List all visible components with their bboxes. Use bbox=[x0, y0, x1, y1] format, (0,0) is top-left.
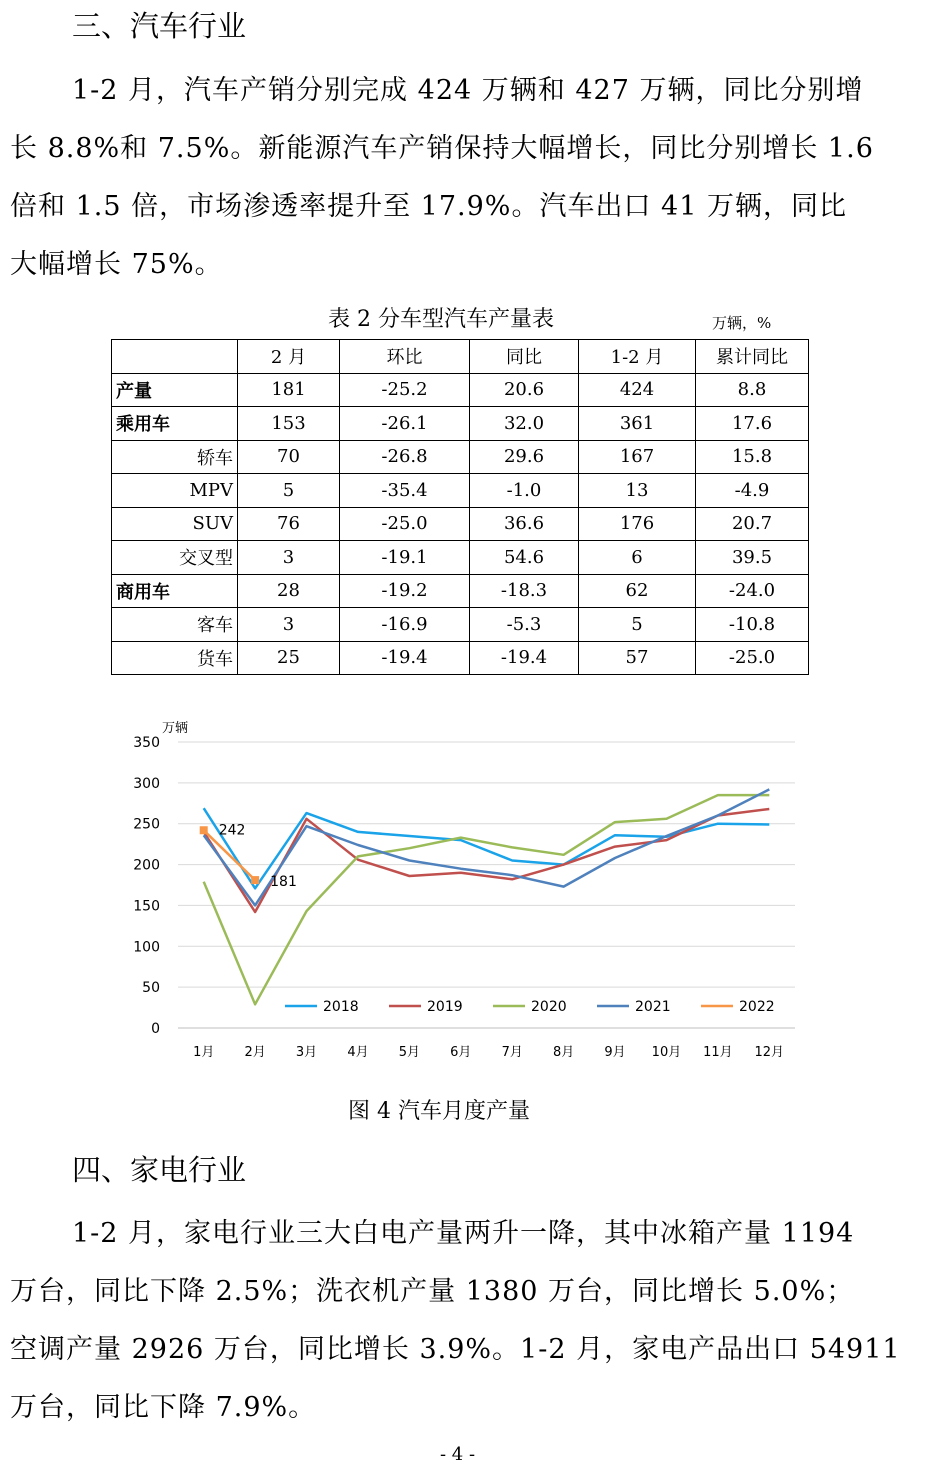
paragraph-line: 万台，同比下降 2.5%；洗衣机产量 1380 万台，同比增长 5.0%； bbox=[10, 1276, 855, 1307]
table-cell: -19.2 bbox=[340, 574, 470, 608]
section-heading-appliance: 四、家电行业 bbox=[72, 1153, 247, 1187]
table-cell: -10.8 bbox=[696, 608, 809, 642]
table-cell: 70 bbox=[238, 440, 340, 474]
x-tick-label: 2月 bbox=[244, 1045, 266, 1060]
table-row bbox=[112, 507, 809, 541]
row-label: 货车 bbox=[112, 641, 238, 675]
table-row bbox=[112, 407, 809, 441]
table-title: 表 2 分车型汽车产量表 bbox=[328, 307, 554, 332]
figure-caption: 图 4 汽车月度产量 bbox=[348, 1099, 530, 1124]
header-cell: 环比 bbox=[340, 340, 470, 374]
table-cell: -19.1 bbox=[340, 541, 470, 575]
x-tick-label: 8月 bbox=[552, 1045, 575, 1060]
x-tick-label: 10月 bbox=[651, 1045, 682, 1060]
x-tick-label: 5月 bbox=[398, 1045, 421, 1060]
production-table bbox=[111, 339, 809, 675]
legend-label-2018: 2018 bbox=[323, 999, 359, 1015]
data-label: 242 bbox=[218, 822, 246, 839]
table-cell: 13 bbox=[579, 474, 696, 508]
x-tick-label: 4月 bbox=[347, 1045, 369, 1060]
table-cell: -16.9 bbox=[340, 608, 470, 642]
table-row bbox=[112, 373, 809, 407]
y-tick-label: 50 bbox=[142, 980, 160, 997]
table-cell: 29.6 bbox=[470, 440, 579, 474]
table-unit: 万辆，% bbox=[712, 314, 772, 332]
page-number: - 4 - bbox=[440, 1444, 476, 1465]
paragraph-line: 万台，同比下降 7.9%。 bbox=[10, 1392, 317, 1423]
table-cell: 32.0 bbox=[470, 407, 579, 441]
table-cell: 5 bbox=[579, 608, 696, 642]
row-label: SUV bbox=[112, 507, 238, 541]
row-label: 商用车 bbox=[112, 574, 238, 608]
table-cell: -25.2 bbox=[340, 373, 470, 407]
series-point-2022 bbox=[200, 826, 208, 834]
table-row bbox=[112, 608, 809, 642]
table-cell: 181 bbox=[238, 373, 340, 407]
table-cell: -25.0 bbox=[696, 641, 809, 675]
x-tick-label: 1月 bbox=[193, 1045, 215, 1060]
x-tick-label: 11月 bbox=[703, 1045, 733, 1060]
table-cell: -1.0 bbox=[470, 474, 579, 508]
row-label: 乘用车 bbox=[112, 407, 238, 441]
table-cell: -19.4 bbox=[470, 641, 579, 675]
table-cell: 28 bbox=[238, 574, 340, 608]
table-row bbox=[112, 474, 809, 508]
table-header-row bbox=[112, 340, 809, 374]
table-cell: 54.6 bbox=[470, 541, 579, 575]
table-cell: 176 bbox=[579, 507, 696, 541]
table-cell: 20.7 bbox=[696, 507, 809, 541]
x-tick-label: 9月 bbox=[604, 1045, 626, 1060]
table-cell: 20.6 bbox=[470, 373, 579, 407]
y-tick-label: 350 bbox=[133, 735, 160, 751]
table-cell: -19.4 bbox=[340, 641, 470, 675]
x-tick-label: 6月 bbox=[450, 1045, 472, 1060]
paragraph-line: 大幅增长 75%。 bbox=[10, 249, 223, 280]
x-tick-label: 3月 bbox=[295, 1045, 318, 1060]
paragraph-line: 1-2 月，家电行业三大白电产量两升一降，其中冰箱产量 1194 bbox=[72, 1218, 855, 1249]
row-label: 客车 bbox=[112, 608, 238, 642]
series-line-2019 bbox=[204, 809, 770, 912]
legend-label-2022: 2022 bbox=[739, 999, 775, 1015]
row-label: 轿车 bbox=[112, 440, 238, 474]
data-label: 181 bbox=[270, 874, 297, 891]
table-cell: 3 bbox=[238, 541, 340, 575]
row-label: 产量 bbox=[112, 373, 238, 407]
table-cell: 39.5 bbox=[696, 541, 809, 575]
table-cell: 76 bbox=[238, 507, 340, 541]
y-axis-ticks bbox=[133, 735, 160, 1037]
header-cell: 累计同比 bbox=[696, 340, 809, 374]
table-cell: -25.0 bbox=[340, 507, 470, 541]
header-cell bbox=[112, 340, 238, 374]
table-cell: 3 bbox=[238, 608, 340, 642]
y-tick-label: 300 bbox=[133, 775, 160, 792]
table-cell: -24.0 bbox=[696, 574, 809, 608]
y-tick-label: 0 bbox=[151, 1021, 160, 1037]
paragraph-line: 1-2 月，汽车产销分别完成 424 万辆和 427 万辆，同比分别增 bbox=[72, 75, 864, 106]
chart-legend bbox=[285, 999, 775, 1015]
chart-series bbox=[200, 789, 770, 1004]
y-axis-label: 万辆 bbox=[162, 721, 189, 736]
table-row bbox=[112, 574, 809, 608]
table-row bbox=[112, 440, 809, 474]
table-cell: 167 bbox=[579, 440, 696, 474]
header-cell: 1-2 月 bbox=[579, 340, 696, 374]
monthly-production-chart bbox=[120, 712, 820, 1067]
table-cell: -4.9 bbox=[696, 474, 809, 508]
row-label: 交叉型 bbox=[112, 541, 238, 575]
table-cell: -35.4 bbox=[340, 474, 470, 508]
y-tick-label: 100 bbox=[133, 939, 160, 956]
legend-label-2019: 2019 bbox=[427, 999, 463, 1015]
y-tick-label: 250 bbox=[133, 816, 160, 833]
table-cell: 424 bbox=[579, 373, 696, 407]
paragraph-line: 长 8.8%和 7.5%。新能源汽车产销保持大幅增长，同比分别增长 1.6 bbox=[10, 133, 874, 164]
header-cell: 同比 bbox=[470, 340, 579, 374]
table-cell: 361 bbox=[579, 407, 696, 441]
table-cell: -18.3 bbox=[470, 574, 579, 608]
x-axis-ticks bbox=[193, 1045, 784, 1060]
header-cell: 2 月 bbox=[238, 340, 340, 374]
legend-label-2020: 2020 bbox=[531, 999, 567, 1015]
table-cell: 15.8 bbox=[696, 440, 809, 474]
table-cell: -5.3 bbox=[470, 608, 579, 642]
table-cell: 17.6 bbox=[696, 407, 809, 441]
table-cell: 57 bbox=[579, 641, 696, 675]
table-cell: -26.1 bbox=[340, 407, 470, 441]
paragraph-line: 空调产量 2926 万台，同比增长 3.9%。1-2 月，家电产品出口 54911 bbox=[10, 1334, 901, 1365]
section-heading-auto: 三、汽车行业 bbox=[72, 9, 247, 43]
table-cell: 6 bbox=[579, 541, 696, 575]
y-tick-label: 200 bbox=[133, 857, 160, 874]
table-cell: 8.8 bbox=[696, 373, 809, 407]
series-line-2020 bbox=[204, 795, 770, 1004]
table-cell: 153 bbox=[238, 407, 340, 441]
table-cell: 36.6 bbox=[470, 507, 579, 541]
y-tick-label: 150 bbox=[133, 898, 160, 915]
table-cell: 62 bbox=[579, 574, 696, 608]
paragraph-line: 倍和 1.5 倍，市场渗透率提升至 17.9%。汽车出口 41 万辆，同比 bbox=[10, 191, 847, 222]
table-cell: 5 bbox=[238, 474, 340, 508]
table-cell: -26.8 bbox=[340, 440, 470, 474]
table-row bbox=[112, 541, 809, 575]
x-tick-label: 7月 bbox=[501, 1045, 523, 1060]
series-point-2022 bbox=[251, 876, 259, 884]
auto-paragraph bbox=[10, 62, 918, 294]
table-row bbox=[112, 641, 809, 675]
x-tick-label: 12月 bbox=[754, 1045, 785, 1060]
table-cell: 25 bbox=[238, 641, 340, 675]
row-label: MPV bbox=[112, 474, 238, 508]
legend-label-2021: 2021 bbox=[635, 999, 671, 1015]
appliance-paragraph bbox=[10, 1205, 918, 1437]
